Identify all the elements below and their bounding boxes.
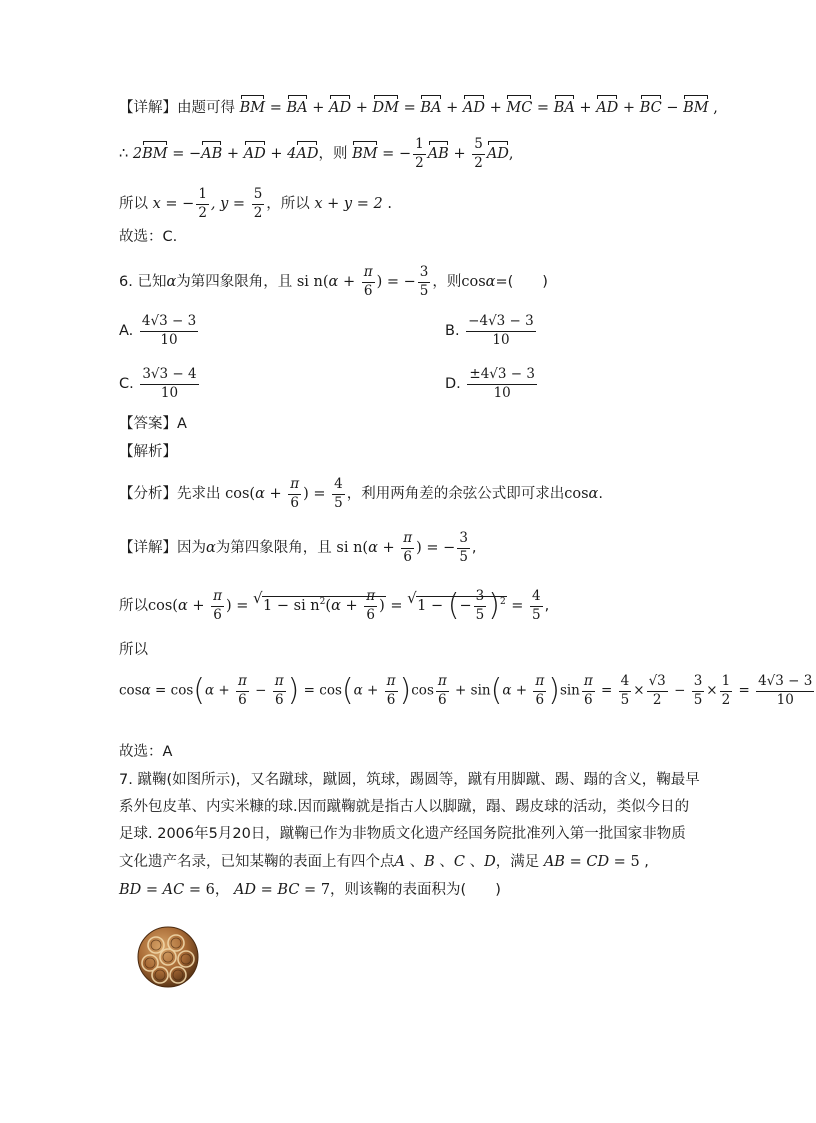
q6-detail-line3: cosα = cos(α + $\frac{\pi}{6}$ − $\frac{\pi}{6}$ ) = cos(α + $\frac{\pi}{6}$ )cos $\frac{\pi}{6}$ + sin(α + $\frac{\pi}{6}$ )sin $\frac{\pi}{6}$ = $\frac{4}{5}$ × $\frac{√3}{2}$ − $\frac{3}{5}$ × $\frac{1}{2}$ = $\frac{4√3 - 3}{10}$ [119, 673, 813, 708]
q6-option-d[interactable]: D. $\frac{\pm 4√3 - 3}{10}$ [445, 366, 535, 401]
cuju-ball-image [136, 925, 200, 989]
detail5-line2: ∴ 2BM = −AB + AD + 4AD，则 BM = − $\frac{1}{2}$ AB + $\frac{5}{2}$ AD, [119, 136, 514, 171]
q7-line3: 足球. 2006年5月20日，蹴鞠已作为非物质文化遗产经国务院批准列入第一批国家非物质 [119, 826, 686, 842]
q6-analysis-tag: 【解析】 [119, 444, 177, 460]
q6-final: 故选：A [119, 744, 173, 760]
detail5-answer: 故选：C. [119, 229, 178, 245]
q7-line1: 7. 蹴鞠(如图所示)，又名蹴球，蹴圆，筑球，踢圆等，蹴有用脚蹴、踢、蹋的含义，鞠最早 [119, 772, 700, 788]
q7-line4: 文化遗产名录，已知某鞠的表面上有四个点A 、B 、C 、D，满足 AB = CD = 5 , [119, 854, 649, 870]
q6-detail-line1: 【详解】因为α为第四象限角，且 si n(α + $\frac{\pi}{6}$ ) = − $\frac{3}{5}$ , [119, 530, 477, 565]
q6-detail-so: 所以 [119, 642, 148, 658]
q6-detail-line2: 所以cos(α + $\frac{\pi}{6}$ ) = √ 1 − si $n^2(\alpha$ + $\frac{\pi}{6}$ ) = √ 1 − (− $\frac{3}{5}$ )$^2$ = $\frac{4}{5}$ , [119, 588, 550, 623]
q7-line5: BD = AC = 6， AD = BC = 7，则该鞠的表面积为( ) [119, 882, 501, 898]
detail5-line3: 所以 x = − $\frac{1}{2}$ , y = $\frac{5}{2}$ ，所以 x + y = 2 . [119, 186, 392, 221]
q7-line2: 系外包皮革、内实米糠的球.因而蹴鞠就是指古人以脚蹴，蹋、踢皮球的活动，类似今日的 [119, 799, 690, 815]
detail5-line1: 【详解】由题可得 BM = BA + AD + DM = BA + AD + MC = BA + AD + BC − BM , [119, 100, 718, 116]
q6-fenxi: 【分析】先求出 cos(α + $\frac{\pi}{6}$ ) = $\frac{4}{5}$ ，利用两角差的余弦公式即可求出cosα. [119, 476, 603, 511]
q6-option-b[interactable]: B. $\frac{-4√3 - 3}{10}$ [445, 313, 534, 348]
q6-option-a[interactable]: A. $\frac{4√3 - 3}{10}$ [119, 313, 197, 348]
q6-option-c[interactable]: C. $\frac{3√3 - 4}{10}$ [119, 366, 197, 401]
q6-answer: 【答案】A [119, 416, 187, 432]
q6-stem: 6. 已知α为第四象限角，且 si n(α + $\frac{\pi}{6}$ ) = − $\frac{3}{5}$ ，则cosα=( ) [119, 264, 548, 299]
